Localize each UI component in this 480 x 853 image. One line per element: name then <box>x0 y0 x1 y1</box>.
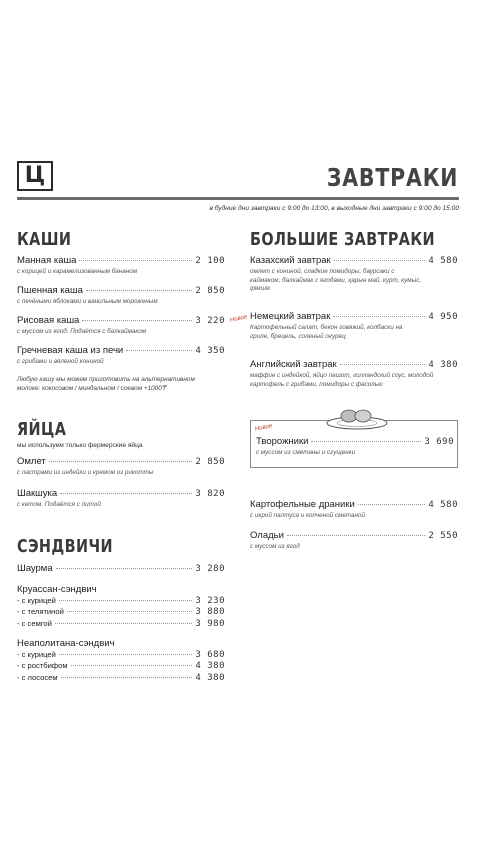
leader-dots <box>82 319 192 321</box>
item-price: 3 280 <box>195 564 225 574</box>
item-description: с икрой палтуса и копченой сметаной <box>250 512 365 519</box>
item-description: с печёными яблоками и ванильным мороженым <box>17 298 158 305</box>
item-price: 3 880 <box>195 607 225 617</box>
option-row <box>17 619 225 629</box>
item-name: Манная каша <box>17 255 77 266</box>
item-price: 3 680 <box>195 650 225 660</box>
item-name: Омлет <box>17 456 46 467</box>
item-price: 3 220 <box>195 316 225 326</box>
leader-dots <box>59 599 193 601</box>
item-price: 4 580 <box>428 256 458 266</box>
leader-dots <box>61 676 193 678</box>
item-price: 4 950 <box>428 312 458 322</box>
section-title-big-breakfasts: БОЛЬШИЕ ЗАВТРАКИ <box>250 229 435 250</box>
item-name: Творожники <box>256 436 309 447</box>
syrniki-plate-icon <box>325 405 389 431</box>
logo: Ц <box>17 161 53 191</box>
section-title-kashi: КАШИ <box>17 229 72 250</box>
leader-dots <box>311 440 421 442</box>
option-name: - с ростбифом <box>17 661 68 670</box>
item-price: 3 690 <box>424 437 454 447</box>
item-price: 4 380 <box>428 360 458 370</box>
item-description: с муссом из ягод <box>250 543 300 550</box>
leader-dots <box>358 503 426 505</box>
menu-item <box>17 563 225 574</box>
leader-dots <box>340 363 426 365</box>
option-name: - с курицей <box>17 650 56 659</box>
new-label: Новое <box>229 314 248 324</box>
item-price: 4 380 <box>195 661 225 671</box>
item-name: Казахский завтрак <box>250 255 331 266</box>
item-price: 4 580 <box>428 500 458 510</box>
item-name: Пшенная каша <box>17 285 83 296</box>
section-title-sandwiches: СЭНДВИЧИ <box>17 536 113 557</box>
section-title-eggs: ЯЙЦА <box>17 419 67 440</box>
leader-dots <box>71 664 193 666</box>
menu-item <box>250 530 458 552</box>
item-price: 4 350 <box>195 346 225 356</box>
menu-item <box>17 285 225 307</box>
menu-item <box>17 255 225 277</box>
menu-item <box>256 436 454 458</box>
option-name: - с семгой <box>17 619 52 628</box>
leader-dots <box>86 289 193 291</box>
item-description: с кетом. Подаётся с питой <box>17 501 101 508</box>
item-price: 2 550 <box>428 531 458 541</box>
item-name: Английский завтрак <box>250 359 337 370</box>
item-price: 2 100 <box>195 256 225 266</box>
leader-dots <box>126 349 192 351</box>
leader-dots <box>55 622 193 624</box>
option-name: - с лососем <box>17 673 58 682</box>
item-name: Картофельные драники <box>250 499 355 510</box>
leader-dots <box>287 534 425 536</box>
item-name: Оладьи <box>250 530 284 541</box>
item-description: омлет с кониной, сладкие помидоры, баурсаки с каймаком, балкаймак с ягодами, қарын май, курт, кумыс, ірімшік <box>250 268 422 292</box>
new-label: Новое <box>254 423 273 433</box>
leader-dots <box>59 653 193 655</box>
leader-dots <box>79 259 192 261</box>
menu-item <box>17 456 225 478</box>
item-description: с корицей и карамелизованным бананом <box>17 268 138 275</box>
item-name: Круассан-сэндвич <box>17 584 97 595</box>
leader-dots <box>333 315 425 317</box>
menu-item <box>17 488 225 510</box>
menu-item <box>17 315 225 337</box>
leader-dots <box>334 259 426 261</box>
alt-milk-note: Любую кашу мы можем приготовить на альтернативном молоке: кокосовом / миндальном / соевом +1000₸ <box>17 376 195 392</box>
leader-dots <box>56 567 193 569</box>
item-price: 3 980 <box>195 619 225 629</box>
leader-dots <box>60 492 192 494</box>
item-name: Гречневая каша из печи <box>17 345 124 356</box>
item-description: маффин с индейкой, яйцо пашот, голландский соус, молодой картофель с грибами, помидоры с фасолью <box>250 372 434 388</box>
option-row <box>17 607 225 617</box>
item-name: Немецкий завтрак <box>250 311 331 322</box>
menu-item <box>250 311 458 341</box>
item-name: Неаполитана-сэндвич <box>17 638 115 649</box>
item-price: 4 380 <box>195 673 225 683</box>
menu-item <box>250 255 458 294</box>
item-name: Шаурма <box>17 563 53 574</box>
option-name: - с курицей <box>17 596 56 605</box>
item-description: с грибами и вяленой кониной <box>17 358 104 365</box>
option-row <box>17 661 225 671</box>
section-subtitle: мы используем только фермерские яйца <box>17 442 143 449</box>
opening-hours: в будние дни завтраки с 9:00 до 13:00, в выходные дни завтраки с 9:00 до 15:00 <box>209 205 459 212</box>
item-description: с муссом из ягод. Подаётся с балкаймаком <box>17 328 147 335</box>
menu-item <box>250 359 458 389</box>
item-description: Картофельный салат, бекон говяжий, колбаски на гриле, брецель, соленый огурец <box>250 324 403 340</box>
page-title: ЗАВТРАКИ <box>326 163 458 192</box>
item-price: 3 230 <box>195 596 225 606</box>
item-description: с пастрами из индейки и кремом из рикотты <box>17 469 154 476</box>
option-row <box>17 650 225 660</box>
option-row <box>17 596 225 606</box>
item-price: 3 820 <box>195 489 225 499</box>
item-name: Шакшука <box>17 488 58 499</box>
leader-dots <box>49 460 193 462</box>
item-price: 2 850 <box>195 457 225 467</box>
item-description: с муссом из сметаны и сгущенки <box>256 449 356 456</box>
leader-dots <box>67 610 193 612</box>
option-name: - с телятиной <box>17 607 64 616</box>
menu-item <box>17 345 225 367</box>
option-row <box>17 673 225 683</box>
menu-item <box>250 499 458 521</box>
item-price: 2 850 <box>195 286 225 296</box>
header-divider <box>17 197 459 200</box>
item-name: Рисовая каша <box>17 315 80 326</box>
